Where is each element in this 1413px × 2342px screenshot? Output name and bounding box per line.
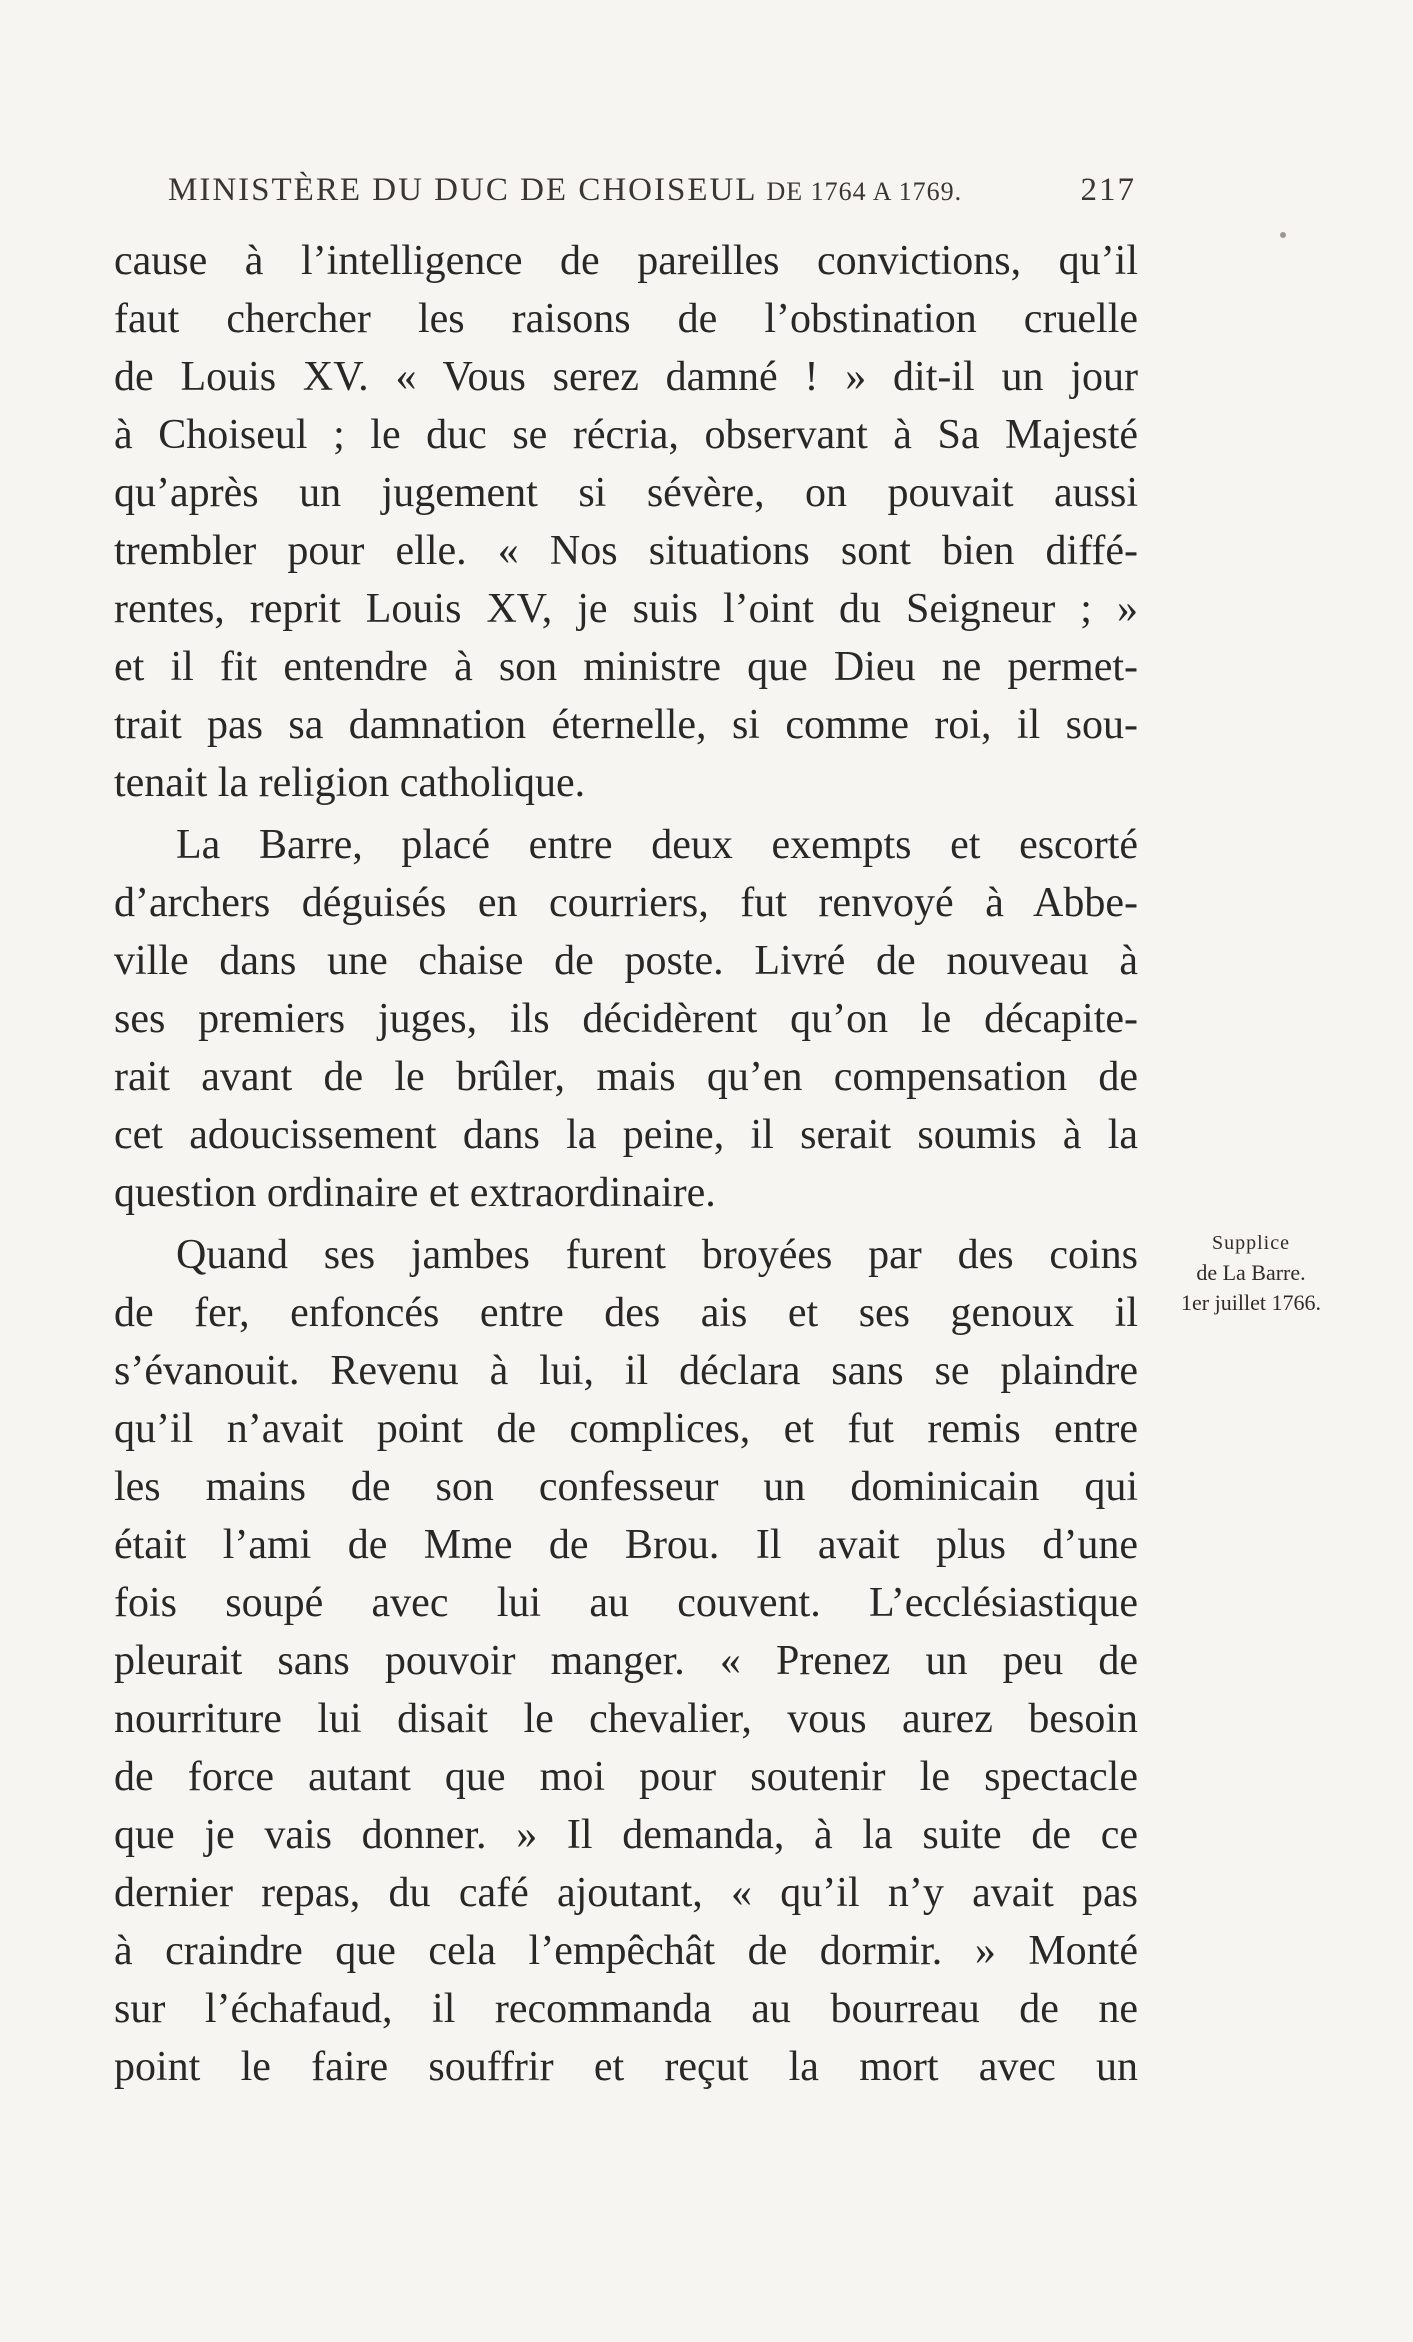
text-line: de force autant que moi pour soutenir le spectacle bbox=[114, 1754, 1138, 1800]
text-line: à craindre que cela l’empêchât de dormir. » Monté bbox=[114, 1928, 1138, 1974]
text-line: rentes, reprit Louis XV, je suis l’oint du Seigneur ; » bbox=[114, 586, 1138, 632]
print-speck bbox=[1280, 232, 1286, 238]
text-line: trait pas sa damnation éternelle, si comme roi, il sou- bbox=[114, 702, 1138, 748]
text-line: s’évanouit. Revenu à lui, il déclara sans se plaindre bbox=[114, 1348, 1138, 1394]
text-line: de Louis XV. « Vous serez damné ! » dit-il un jour bbox=[114, 354, 1138, 400]
margin-note-line: 1er juillet 1766. bbox=[1181, 1290, 1321, 1315]
page-number: 217 bbox=[1080, 172, 1136, 208]
text-line: trembler pour elle. « Nos situations sont bien diffé- bbox=[114, 528, 1138, 574]
text-line: sur l’échafaud, il recommanda au bourreau de ne bbox=[114, 1986, 1138, 2032]
text-line: La Barre, placé entre deux exempts et escorté bbox=[176, 822, 1138, 868]
running-title-dates: DE 1764 A 1769. bbox=[766, 177, 963, 206]
paragraph bbox=[114, 232, 1138, 812]
running-title bbox=[168, 172, 962, 209]
text-line: d’archers déguisés en courriers, fut renvoyé à Abbe- bbox=[114, 880, 1138, 926]
text-line: dernier repas, du café ajoutant, « qu’il n’y avait pas bbox=[114, 1870, 1138, 1916]
body-text bbox=[114, 232, 1138, 2096]
margin-note-line: de La Barre. bbox=[1196, 1260, 1306, 1285]
running-title-main: MINISTÈRE DU DUC DE CHOISEUL bbox=[168, 172, 757, 208]
text-line: fois soupé avec lui au couvent. L’ecclésiastique bbox=[114, 1580, 1138, 1626]
paragraph bbox=[114, 816, 1138, 1222]
text-line: qu’après un jugement si sévère, on pouvait aussi bbox=[114, 470, 1138, 516]
text-line: qu’il n’avait point de complices, et fut remis entre bbox=[114, 1406, 1138, 1452]
text-line: question ordinaire et extraordinaire. bbox=[114, 1170, 716, 1216]
text-line: Quand ses jambes furent broyées par des coins bbox=[176, 1232, 1138, 1278]
text-line: ses premiers juges, ils décidèrent qu’on le décapite- bbox=[114, 996, 1138, 1042]
text-line: à Choiseul ; le duc se récria, observant à Sa Majesté bbox=[114, 412, 1138, 458]
margin-note bbox=[1146, 1228, 1356, 1318]
text-line: était l’ami de Mme de Brou. Il avait plus d’une bbox=[114, 1522, 1138, 1568]
text-line: cet adoucissement dans la peine, il serait soumis à la bbox=[114, 1112, 1138, 1158]
text-line: nourriture lui disait le chevalier, vous aurez besoin bbox=[114, 1696, 1138, 1742]
text-line: pleurait sans pouvoir manger. « Prenez un peu de bbox=[114, 1638, 1138, 1684]
text-line: et il fit entendre à son ministre que Dieu ne permet- bbox=[114, 644, 1138, 690]
text-line: les mains de son confesseur un dominicain qui bbox=[114, 1464, 1138, 1510]
text-line: de fer, enfoncés entre des ais et ses genoux il bbox=[114, 1290, 1138, 1336]
text-line: que je vais donner. » Il demanda, à la suite de ce bbox=[114, 1812, 1138, 1858]
text-line: point le faire souffrir et reçut la mort avec un bbox=[114, 2044, 1138, 2090]
text-line: ville dans une chaise de poste. Livré de nouveau à bbox=[114, 938, 1138, 984]
paragraph bbox=[114, 1226, 1138, 2096]
text-line: rait avant de le brûler, mais qu’en compensation de bbox=[114, 1054, 1138, 1100]
margin-note-line: Supplice bbox=[1212, 1232, 1290, 1254]
text-line: faut chercher les raisons de l’obstination cruelle bbox=[114, 296, 1138, 342]
page-header bbox=[168, 172, 1136, 216]
text-line: tenait la religion catholique. bbox=[114, 760, 586, 806]
text-line: cause à l’intelligence de pareilles convictions, qu’il bbox=[114, 238, 1138, 284]
